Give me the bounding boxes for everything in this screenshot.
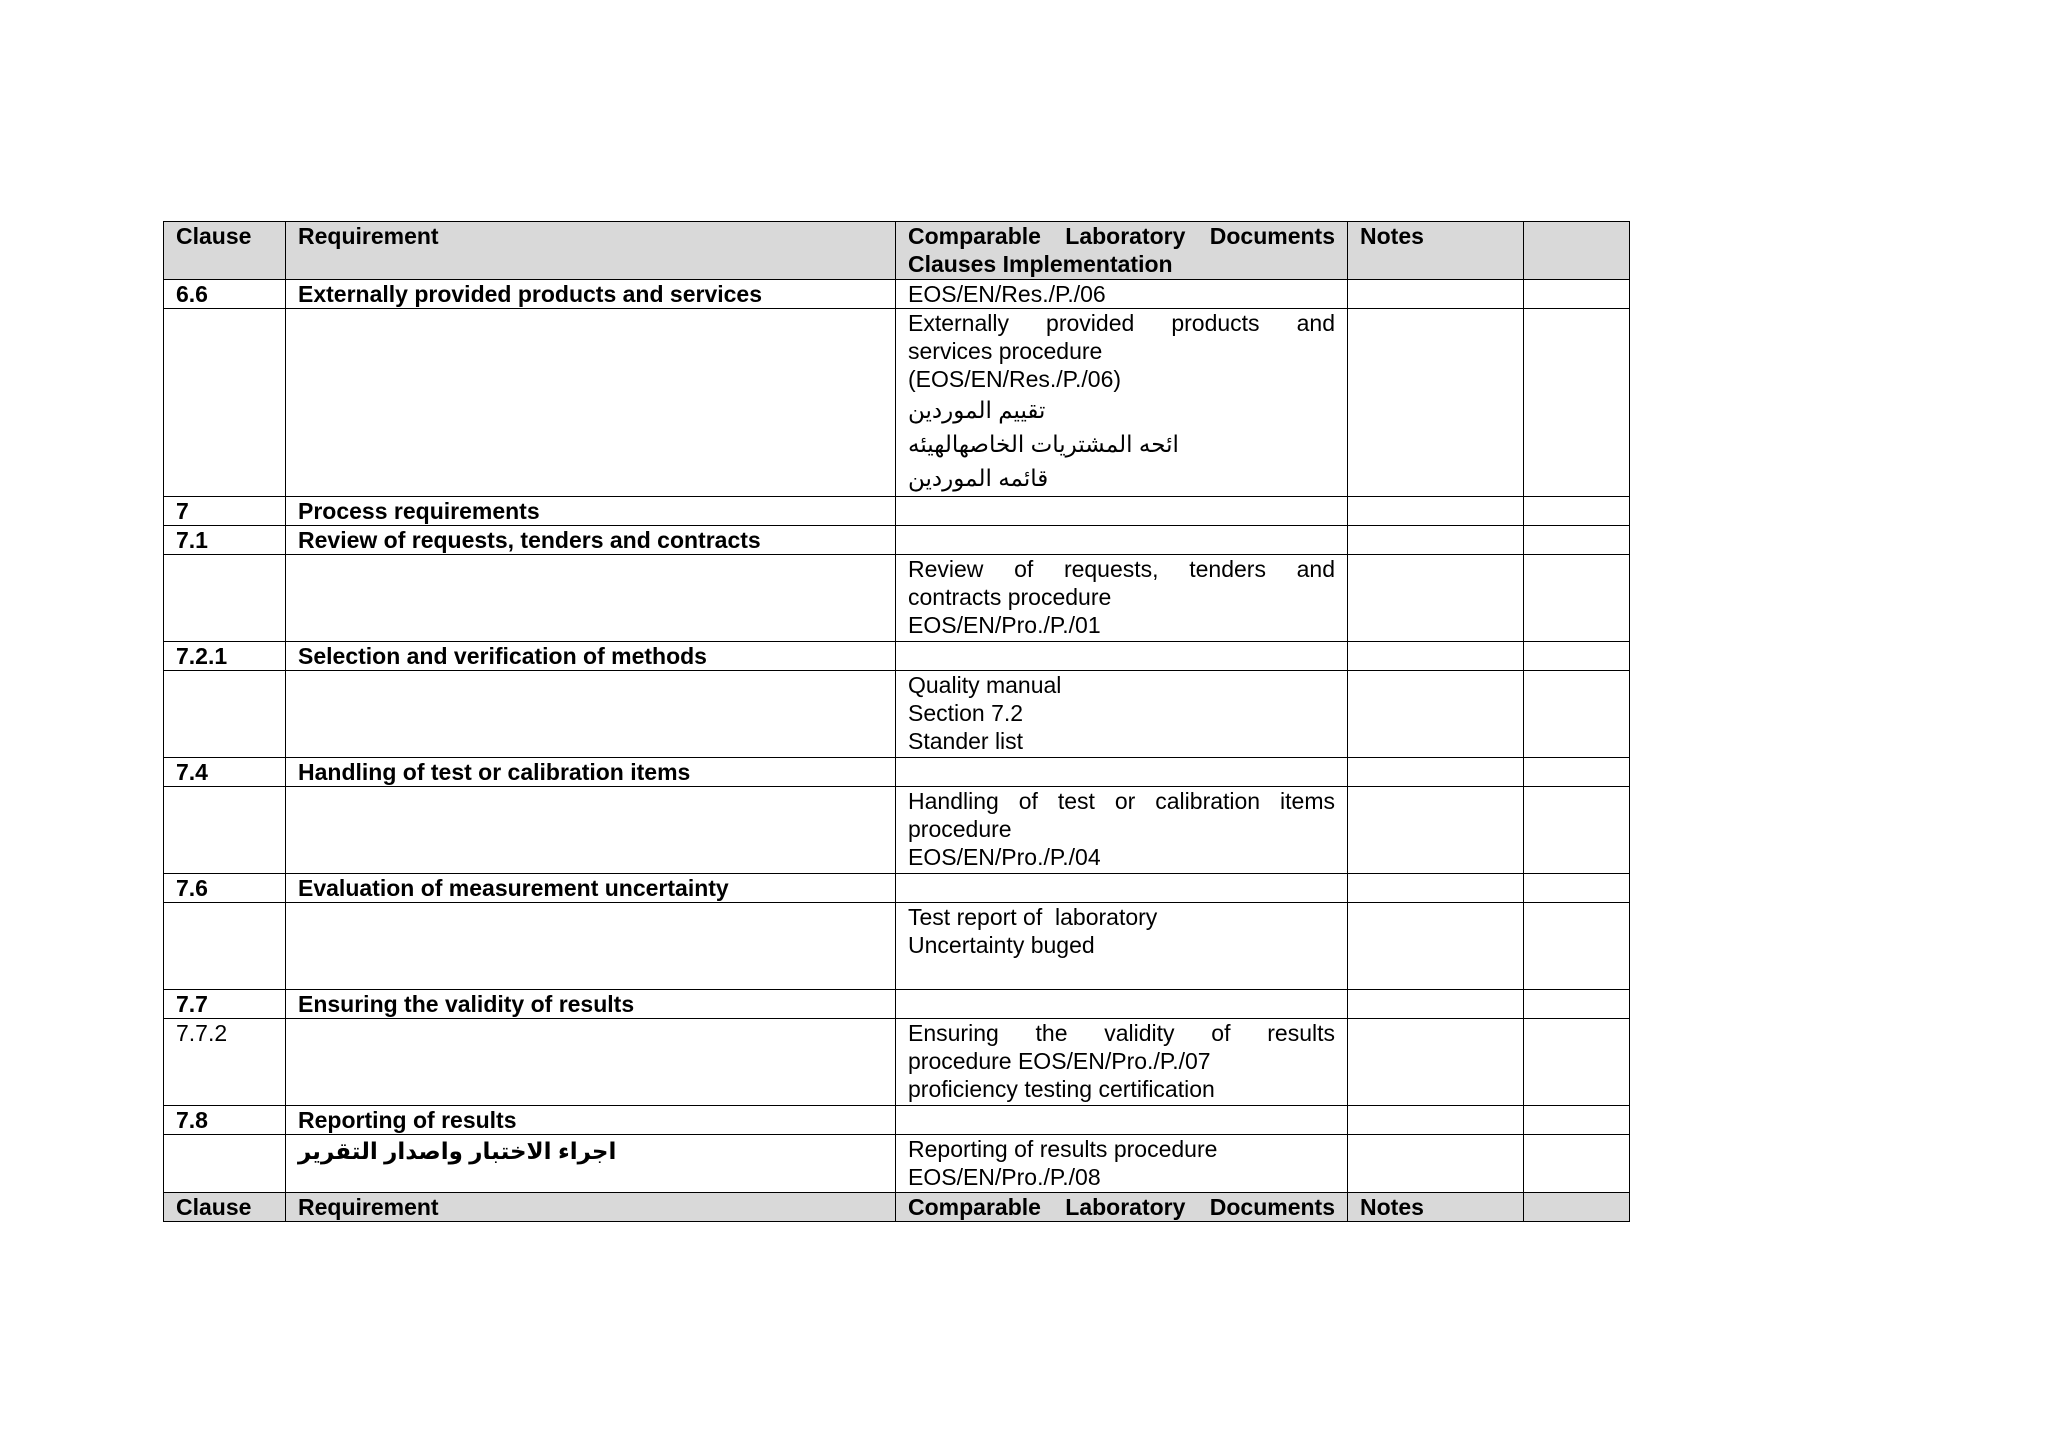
extra-cell [1524,1019,1630,1106]
requirement-cell: Externally provided products and services [286,280,896,309]
extra-cell [1524,1106,1630,1135]
requirement-cell [286,309,896,497]
extra-cell [1524,497,1630,526]
documents-cell [896,309,1348,497]
notes-cell [1348,874,1524,903]
documents-cell [896,642,1348,671]
extra-cell [1524,555,1630,642]
documents-cell [896,874,1348,903]
table-row [164,1019,1630,1106]
table-row [164,497,1630,526]
documents-line: procedure [908,816,1012,842]
documents-line: EOS/EN/Pro./P./01 [908,612,1101,638]
requirement-cell: Reporting of results [286,1106,896,1135]
notes-cell [1348,903,1524,990]
documents-line: Externally provided products and [908,310,1335,336]
documents-line: Section 7.2 [908,700,1024,726]
clause-cell: 7 [164,497,286,526]
notes-cell [1348,526,1524,555]
footer-header-documents-text: Comparable Laboratory Documents [908,1194,1335,1220]
extra-cell [1524,990,1630,1019]
table-row [164,309,1630,497]
clause-cell [164,787,286,874]
table-row [164,903,1630,990]
extra-cell [1524,671,1630,758]
documents-line: Review of requests, tenders and [908,556,1335,582]
documents-line: Stander list [908,728,1024,754]
clause-cell: 7.4 [164,758,286,787]
requirement-cell [286,671,896,758]
documents-cell [896,990,1348,1019]
requirement-arabic-text: اجراء الاختبار واصدار التقرير [298,1138,617,1164]
header-documents-line2: Clauses Implementation [908,251,1173,277]
requirement-cell: Evaluation of measurement uncertainty [286,874,896,903]
table-footer-header-row [164,1193,1630,1222]
documents-cell: EOS/EN/Res./P./06 [896,280,1348,309]
requirement-cell [286,903,896,990]
requirement-cell [286,555,896,642]
documents-line-arabic: ائحه المشتريات الخاصهالهيئه [908,431,1179,457]
clause-cell: 7.7 [164,990,286,1019]
clause-cell: 7.8 [164,1106,286,1135]
documents-line: services procedure [908,338,1103,364]
documents-cell [896,1106,1348,1135]
documents-line: Quality manual [908,672,1062,698]
clause-cell [164,671,286,758]
extra-cell [1524,874,1630,903]
notes-cell [1348,990,1524,1019]
documents-line: Handling of test or calibration items [908,788,1335,814]
header-documents [896,222,1348,280]
requirement-cell: Handling of test or calibration items [286,758,896,787]
clause-cell: 7.7.2 [164,1019,286,1106]
clause-cell: 7.1 [164,526,286,555]
extra-cell [1524,642,1630,671]
header-clause: Clause [164,222,286,280]
documents-cell [896,555,1348,642]
notes-cell [1348,671,1524,758]
clause-requirements-table [163,221,1630,1222]
clause-cell: 7.6 [164,874,286,903]
requirement-cell [286,787,896,874]
footer-header-clause: Clause [164,1193,286,1222]
extra-cell [1524,1135,1630,1193]
table-row [164,671,1630,758]
documents-line: proficiency testing certification [908,1076,1215,1102]
notes-cell [1348,309,1524,497]
table-header-row [164,222,1630,280]
footer-header-documents [896,1193,1348,1222]
documents-line-arabic: تقييم الموردين [908,397,1046,423]
table-row [164,642,1630,671]
header-extra [1524,222,1630,280]
clause-cell [164,903,286,990]
table-row [164,1106,1630,1135]
header-notes: Notes [1348,222,1524,280]
documents-cell [896,497,1348,526]
table-row [164,1135,1630,1193]
documents-line: EOS/EN/Pro./P./08 [908,1164,1101,1190]
extra-cell [1524,758,1630,787]
notes-cell [1348,787,1524,874]
documents-line: procedure EOS/EN/Pro./P./07 [908,1048,1211,1074]
extra-cell [1524,903,1630,990]
notes-cell [1348,1135,1524,1193]
table-row [164,787,1630,874]
requirement-cell: Ensuring the validity of results [286,990,896,1019]
notes-cell [1348,555,1524,642]
notes-cell [1348,497,1524,526]
documents-line: contracts procedure [908,584,1112,610]
clause-cell: 6.6 [164,280,286,309]
table-row [164,526,1630,555]
clause-cell: 7.2.1 [164,642,286,671]
documents-line: EOS/EN/Pro./P./04 [908,844,1101,870]
documents-cell [896,1019,1348,1106]
notes-cell [1348,758,1524,787]
documents-line-arabic: قائمه الموردين [908,465,1049,491]
documents-line: Uncertainty buged [908,932,1095,958]
documents-cell [896,671,1348,758]
requirement-cell-arabic [286,1135,896,1193]
documents-line: Reporting of results procedure [908,1136,1218,1162]
extra-cell [1524,280,1630,309]
notes-cell [1348,1106,1524,1135]
extra-cell [1524,787,1630,874]
requirement-cell: Selection and verification of methods [286,642,896,671]
notes-cell [1348,280,1524,309]
documents-cell [896,787,1348,874]
extra-cell [1524,309,1630,497]
requirement-cell [286,1019,896,1106]
footer-header-notes: Notes [1348,1193,1524,1222]
extra-cell [1524,526,1630,555]
footer-header-extra [1524,1193,1630,1222]
documents-cell [896,903,1348,990]
documents-line: Test report of laboratory [908,904,1158,930]
documents-cell [896,758,1348,787]
requirement-cell: Review of requests, tenders and contracts [286,526,896,555]
notes-cell [1348,642,1524,671]
table-row [164,990,1630,1019]
documents-line: Ensuring the validity of results [908,1020,1335,1046]
notes-cell [1348,1019,1524,1106]
footer-header-requirement: Requirement [286,1193,896,1222]
header-requirement: Requirement [286,222,896,280]
requirement-cell: Process requirements [286,497,896,526]
table-row [164,874,1630,903]
table-row [164,758,1630,787]
clause-cell [164,309,286,497]
documents-cell [896,1135,1348,1193]
documents-line: (EOS/EN/Res./P./06) [908,366,1122,392]
table-row [164,555,1630,642]
documents-cell [896,526,1348,555]
header-documents-line1: Comparable Laboratory Documents [908,223,1335,249]
table-row [164,280,1630,309]
clause-cell [164,1135,286,1193]
clause-cell [164,555,286,642]
